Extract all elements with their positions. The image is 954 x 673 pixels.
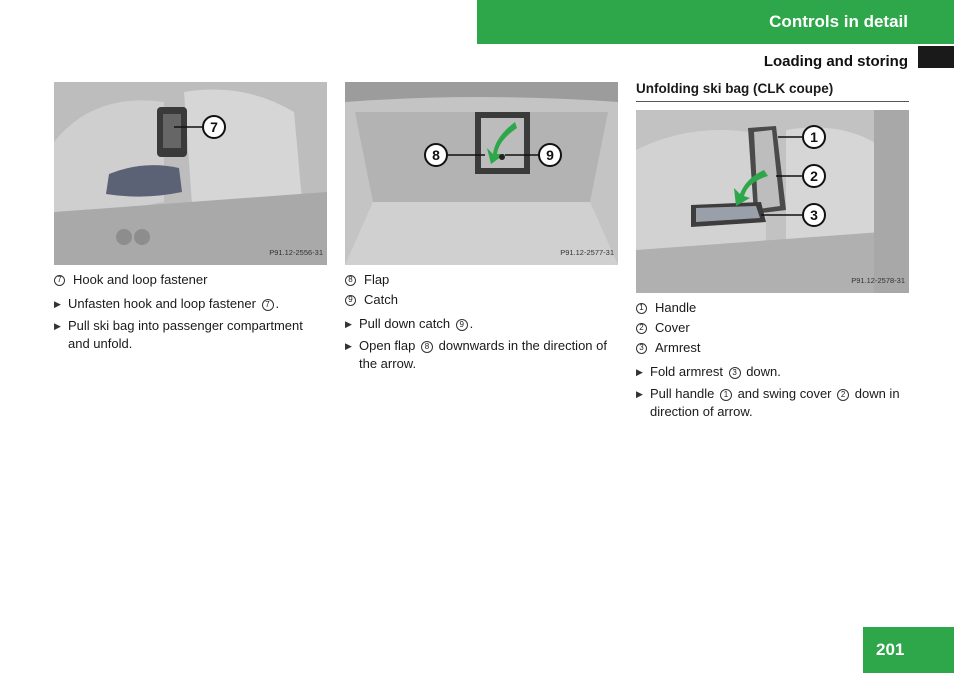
legend-label: Catch <box>364 292 398 307</box>
instruction-step <box>345 315 618 333</box>
section-title: Controls in detail <box>769 12 908 31</box>
legend-item <box>54 271 327 289</box>
step-text: down in direction of arrow. <box>650 386 900 419</box>
legend-label: Handle <box>655 300 697 315</box>
instruction-step <box>636 385 909 421</box>
photo-trunk-flap <box>345 82 618 265</box>
step-text: . <box>469 316 474 331</box>
legend-item <box>345 291 618 309</box>
callout-7-label: 7 <box>210 119 218 135</box>
chapter-tab-marker <box>918 46 954 68</box>
rear-seat-illustration <box>54 82 327 265</box>
legend-item <box>636 319 909 337</box>
inline-number: 9 <box>456 319 468 331</box>
step-text: Pull ski bag into passenger compartment and unfold. <box>68 318 303 351</box>
legend-label: Cover <box>655 320 690 335</box>
callout-3-label: 3 <box>810 207 818 223</box>
inline-number: 3 <box>729 367 741 379</box>
instruction-steps <box>345 315 618 373</box>
photo-rear-seat-fastener <box>54 82 327 265</box>
armrest-illustration <box>636 110 909 293</box>
inline-number: 2 <box>837 389 849 401</box>
legend-number: 2 <box>636 323 647 334</box>
legend <box>636 299 909 357</box>
step-text: Pull down catch <box>359 316 454 331</box>
photo-code: P91.12-2556-31 <box>269 248 323 257</box>
legend <box>54 271 327 289</box>
instruction-step <box>54 295 327 313</box>
triangle-bullet-icon: ▶ <box>636 389 643 399</box>
step-text: Pull handle <box>650 386 718 401</box>
inline-number: 8 <box>421 341 433 353</box>
triangle-bullet-icon: ▶ <box>54 321 61 331</box>
step-text: downwards in the direction of the arrow. <box>359 338 607 371</box>
legend-number: 3 <box>636 343 647 354</box>
legend-label: Hook and loop fastener <box>73 272 208 287</box>
step-text: . <box>275 296 280 311</box>
callout-8-label: 8 <box>432 147 440 163</box>
legend-item <box>636 339 909 357</box>
legend-number: 9 <box>345 295 356 306</box>
legend-number: 7 <box>54 275 65 286</box>
step-text: Fold armrest <box>650 364 727 379</box>
instruction-step <box>54 317 327 353</box>
legend-number: 1 <box>636 303 647 314</box>
photo-code: P91.12-2578-31 <box>851 276 905 285</box>
legend <box>345 271 618 309</box>
instruction-steps <box>636 363 909 421</box>
inline-number: 1 <box>720 389 732 401</box>
column-clk-coupe <box>636 80 909 425</box>
page-number: 201 <box>876 640 905 659</box>
step-text: Unfasten hook and loop fastener <box>68 296 260 311</box>
column-trunk-flap <box>345 82 618 377</box>
legend-item <box>345 271 618 289</box>
instruction-steps <box>54 295 327 353</box>
legend-label: Flap <box>364 272 390 287</box>
legend-label: Armrest <box>655 340 701 355</box>
triangle-bullet-icon: ▶ <box>345 341 352 351</box>
column-hook-fastener <box>54 82 327 357</box>
callout-1-label: 1 <box>810 129 818 145</box>
triangle-bullet-icon: ▶ <box>54 299 61 309</box>
photo-ski-bag-armrest <box>636 110 909 293</box>
step-text: and swing cover <box>733 386 836 401</box>
legend-number: 8 <box>345 275 356 286</box>
section-header-bar <box>477 0 954 44</box>
legend-item <box>636 299 909 317</box>
subsection-title: Loading and storing <box>763 53 908 70</box>
triangle-bullet-icon: ▶ <box>636 367 643 377</box>
step-text: down. <box>742 364 781 379</box>
triangle-bullet-icon: ▶ <box>345 319 352 329</box>
photo-code: P91.12-2577-31 <box>560 248 614 257</box>
page-number-box <box>863 627 954 673</box>
callout-9-label: 9 <box>546 147 554 163</box>
step-text: Open flap <box>359 338 419 353</box>
trunk-illustration <box>345 82 618 265</box>
instruction-step <box>345 337 618 373</box>
callout-2-label: 2 <box>810 168 818 184</box>
section-heading: Unfolding ski bag (CLK coupe) <box>636 80 909 102</box>
inline-number: 7 <box>262 299 274 311</box>
instruction-step <box>636 363 909 381</box>
